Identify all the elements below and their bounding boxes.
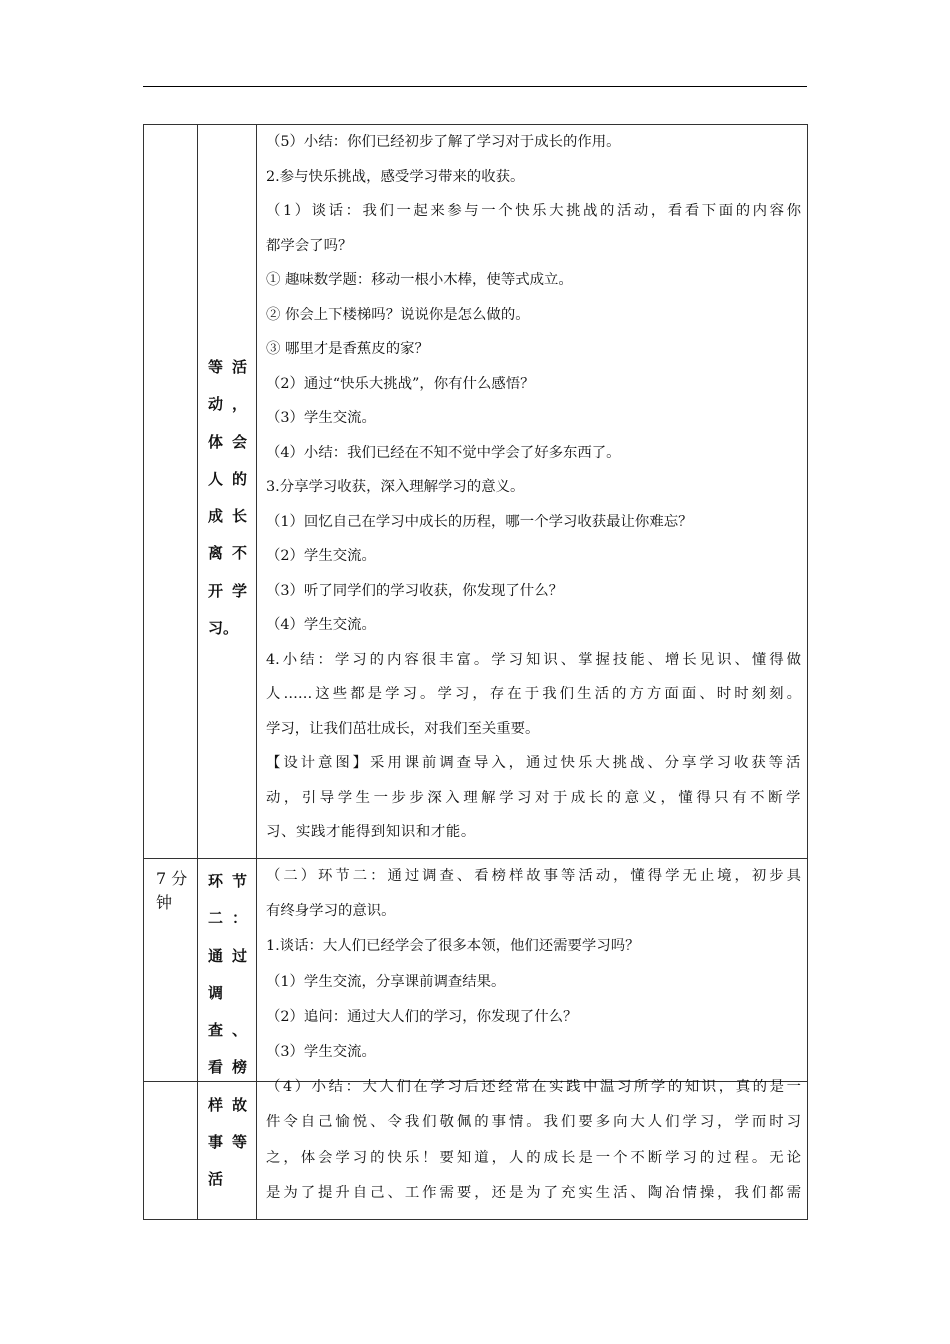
- stage-line: [198, 1124, 256, 1161]
- content-line: （2）追问：通过大人们的学习，你发现了什么？: [266, 1008, 578, 1025]
- stage-char: 的: [231, 469, 247, 488]
- time-value: 7 分: [156, 869, 188, 888]
- stage-char: 故: [231, 1095, 247, 1114]
- stage-char: 查: [208, 1021, 224, 1040]
- stage-line: [198, 863, 256, 900]
- stage-char: 看: [208, 1058, 224, 1077]
- content-line: （1）谈话：我们一起来参与一个快乐大挑战的活动，看看下面的内容你: [266, 203, 801, 219]
- stage-char: 学: [231, 581, 247, 600]
- content-cell: [257, 859, 808, 1220]
- content-line: 【设计意图】采用课前调查导入，通过快乐大挑战、分享学习收获等活: [266, 755, 801, 771]
- stage-line: [198, 386, 256, 423]
- content-line: 之，体会学习的快乐！要知道，人的成长是一个不断学习的过程。无论: [266, 1149, 801, 1166]
- table-row: [144, 859, 808, 1220]
- stage-char: 会: [231, 432, 247, 451]
- stage-line: [198, 1012, 256, 1049]
- content-line: ③ 哪里才是香蕉皮的家？: [266, 341, 429, 357]
- stage-char: 事: [208, 1133, 224, 1152]
- stage-char: 不: [231, 544, 247, 563]
- stage-cell: [198, 859, 257, 1220]
- stage-line: [198, 498, 256, 535]
- content-line: 1.谈话：大人们已经学会了很多本领，他们还需要学习吗？: [266, 938, 640, 955]
- stage-char: 榜: [231, 1058, 247, 1077]
- header-rule: [143, 86, 807, 87]
- stage-char: 等: [231, 1133, 247, 1152]
- content-line: 学习，让我们茁壮成长，对我们至关重要。: [266, 720, 540, 737]
- content-line: ① 趣味数学题：移动一根小木棒，使等式成立。: [266, 272, 573, 288]
- stage-line: [198, 1161, 256, 1198]
- content-line: 有终身学习的意识。: [266, 903, 396, 920]
- stage-char: 成: [208, 507, 224, 526]
- stage-char: 长: [231, 507, 247, 526]
- stage-line: [198, 573, 256, 610]
- content-line: 习、实践才能得到知识和才能。: [266, 824, 476, 840]
- stage-line: [198, 424, 256, 461]
- stage-line: [198, 461, 256, 498]
- stage-char: ：: [231, 909, 247, 928]
- stage-char: 习。: [208, 619, 239, 638]
- content-line: （二）环节二：通过调查、看榜样故事等活动，懂得学无止境，初步具: [266, 868, 801, 884]
- content-line: （2）学生交流。: [266, 548, 376, 564]
- stage-char: 动: [208, 395, 224, 414]
- content-line: （1）回忆自己在学习中成长的历程，哪一个学习收获最让你难忘？: [266, 513, 693, 530]
- stage-line: [198, 1049, 256, 1086]
- content-line: 4.小结：学习的内容很丰富。学习知识、掌握技能、增长见识、懂得做: [266, 651, 801, 668]
- stage-char: 开: [208, 581, 224, 600]
- content-line: （4）学生交流。: [266, 617, 376, 633]
- stage-char: 二: [208, 909, 224, 928]
- stage-char: 、: [231, 1021, 247, 1040]
- content-line: 件令自己愉悦、令我们敬佩的事情。我们要多向大人们学习，学而时习: [266, 1114, 801, 1131]
- stage-line: [198, 535, 256, 572]
- stage-char: 活: [231, 358, 247, 376]
- stage-char: ，: [231, 395, 247, 414]
- content-line: （4）小结：我们已经在不知不觉中学会了好多东西了。: [266, 444, 621, 461]
- content-line: （3）学生交流。: [266, 410, 376, 426]
- content-line: 人……这些都是学习。学习，存在于我们生活的方方面面、时时刻刻。: [266, 686, 801, 702]
- stage-line: [198, 975, 256, 1012]
- stage-char: 过: [231, 946, 247, 965]
- lesson-table-part-2: [143, 858, 808, 1220]
- content-line: （2）通过“快乐大挑战”，你有什么感悟？: [266, 375, 535, 392]
- stage-char: 离: [208, 544, 224, 563]
- stage-char: 节: [231, 872, 247, 890]
- content-line: 都学会了吗？: [266, 237, 353, 254]
- stage-char: 通: [208, 946, 224, 965]
- stage-line: [198, 1087, 256, 1124]
- stage-char: 环: [208, 872, 224, 890]
- stage-line: [198, 900, 256, 937]
- content-line: （3）听了同学们的学习收获，你发现了什么？: [266, 582, 563, 599]
- content-line: （4）小结：大人们在学习后还经常在实践中温习所学的知识，真的是一: [266, 1079, 801, 1096]
- time-cell: [144, 859, 198, 1220]
- content-line: （5）小结：你们已经初步了解了学习对于成长的作用。: [266, 134, 621, 150]
- content-line: 3.分享学习收获，深入理解学习的意义。: [266, 479, 525, 495]
- stage-char: 等: [208, 358, 224, 376]
- time-unit: 钟: [156, 893, 173, 912]
- content-line: 2.参与快乐挑战，感受学习带来的收获。: [266, 168, 525, 185]
- content-line: 是为了提升自己、工作需要，还是为了充实生活、陶冶情操，我们都需: [266, 1184, 801, 1201]
- stage-char: 人: [208, 469, 224, 488]
- stage-char: 活: [208, 1170, 224, 1189]
- content-line: （1）学生交流，分享课前调查结果。: [266, 973, 506, 990]
- stage-line: [198, 938, 256, 975]
- content-line: （3）学生交流。: [266, 1043, 376, 1060]
- stage-char: 调: [208, 983, 224, 1002]
- stage-line: [198, 349, 256, 386]
- content-line: ② 你会上下楼梯吗？说说你是怎么做的。: [266, 306, 530, 323]
- stage-char: 样: [208, 1095, 224, 1114]
- stage-char: 体: [208, 432, 224, 451]
- stage-line: [198, 610, 256, 647]
- content-line: 动，引导学生一步步深入理解学习对于成长的意义，懂得只有不断学: [266, 789, 801, 806]
